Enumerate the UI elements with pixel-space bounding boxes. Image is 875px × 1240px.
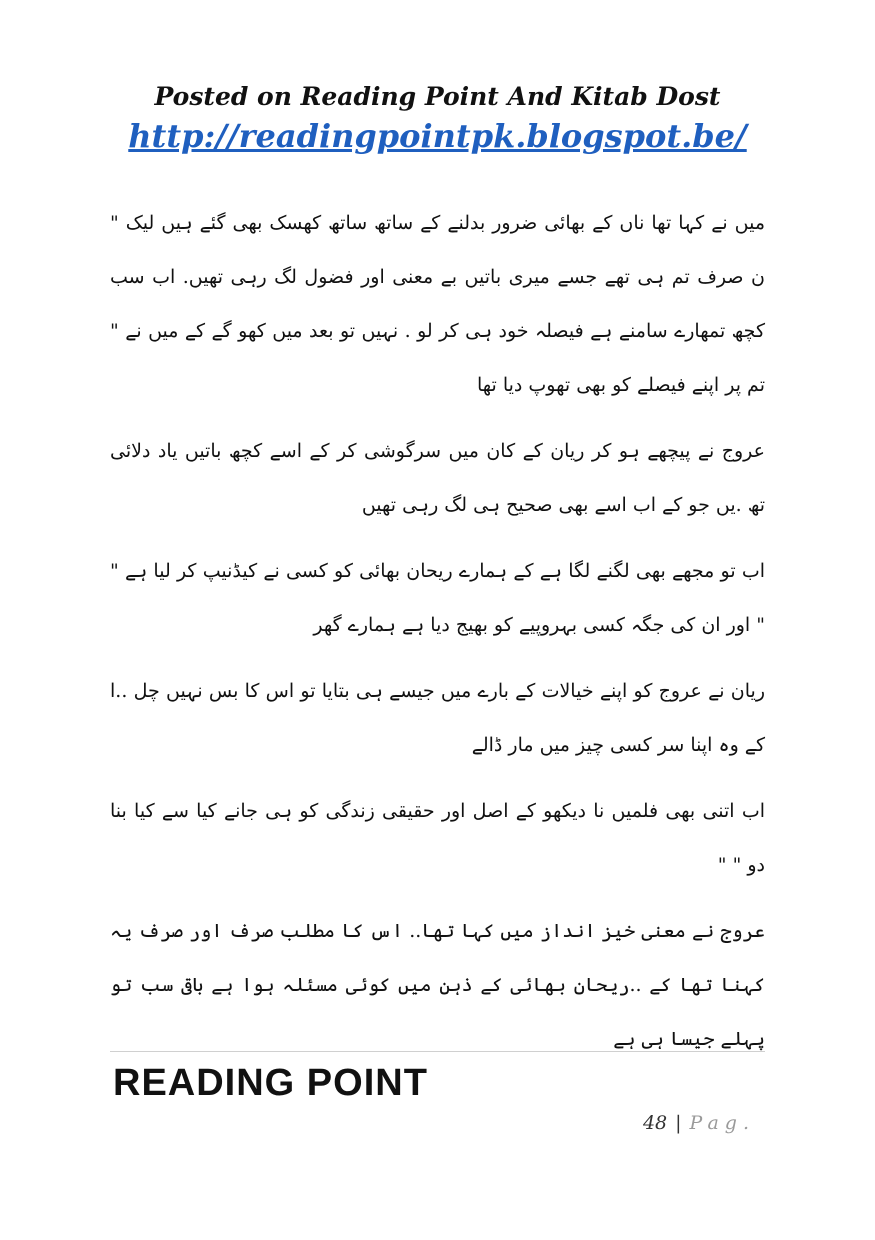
paragraph-3: اب تو مجھے بھی لگنے لگا ہے کے ہمارے ریحان بھائی کو کسی نے کیڈنیپ کر لیا ہے " " اور ان کی جگہ کسی بہروپیے کو بھیج دیا ہے ہمارے گھر <box>110 560 765 636</box>
page-footer <box>643 1112 755 1134</box>
footer-separator: | <box>675 1112 682 1134</box>
page-label: Pag. <box>689 1112 755 1134</box>
page-number: 48 <box>642 1112 668 1134</box>
paragraph-6: عروج نے معنی خیز انداز میں کہا تھا.. اس کا مطلب صرف اور صرف یہ کہنا تھا کے ..ریحان بھائی کے ذہن میں کوئی مسئلہ ہوا ہے باقی سب تو پہلے جیسا ہی ہے <box>110 920 765 1050</box>
paragraph-1: میں نے کہا تھا ناں کے بھائی ضرور بدلنے کے ساتھ ساتھ کھسک بھی گئے ہیں لیک " ن صرف تم ہی تھے جسے میری باتیں بے معنی اور فضول لگ رہی تھیں. اب سب کچھ تمھارے سامنے ہے فیصلہ خود ہی کر لو . نہیں تو بعد میں کھو گے کے میں نے " تم پر اپنے فیصلے کو بھی تھوپ دیا تھا <box>110 212 765 396</box>
story-body <box>110 196 765 1078</box>
paragraph-2: عروج نے پیچھے ہو کر ریان کے کان میں سرگوشی کر کے اسے کچھ باتیں یاد دلائی تھ .یں جو کے اب اسے بھی صحیح ہی لگ رہی تھیں <box>110 440 765 516</box>
blog-url-link[interactable]: http://readingpointpk.blogspot.be/ <box>128 117 747 155</box>
page-header <box>0 80 875 158</box>
paragraph-4: ریان نے عروج کو اپنے خیالات کے بارے میں جیسے ہی بتایا تو اس کا بس نہیں چل ..ا کے وہ اپنا سر کسی چیز میں مار ڈالے <box>110 680 765 756</box>
brand-title: READING POINT <box>113 1062 428 1104</box>
posted-on-line: Posted on Reading Point And Kitab Dost <box>154 82 721 111</box>
footer-divider <box>110 1051 765 1052</box>
paragraph-5: اب اتنی بھی فلمیں نا دیکھو کے اصل اور حقیقی زندگی کو ہی جانے کیا سے کیا بنا دو " " <box>110 800 765 876</box>
